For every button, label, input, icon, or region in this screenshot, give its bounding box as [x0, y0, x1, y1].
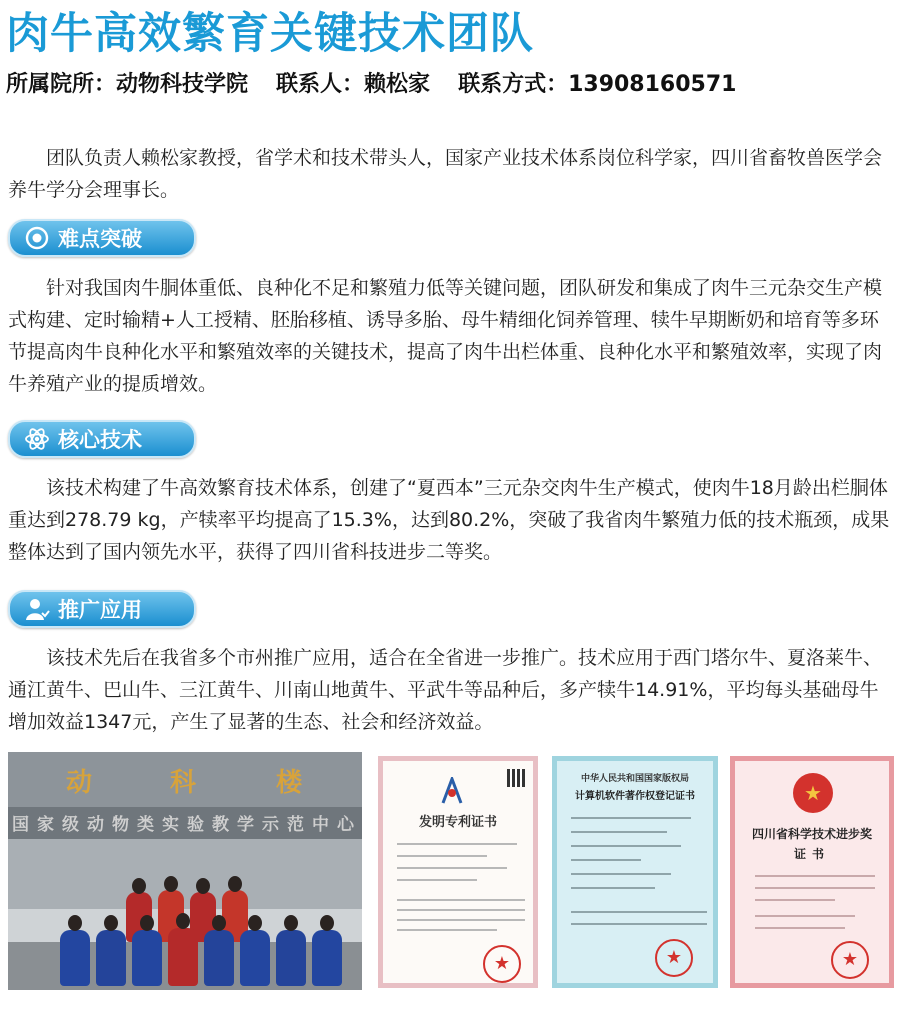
- award-certificate: [730, 756, 894, 988]
- section-heading-application: [8, 590, 196, 628]
- contact-info: [6, 70, 736, 100]
- red-seal-icon: [483, 945, 521, 983]
- national-emblem-icon: ★: [793, 773, 833, 813]
- section-heading-label: 推广应用: [58, 598, 142, 622]
- affiliation-value: 动物科技学院: [116, 72, 249, 97]
- affiliation-label: 所属院所：: [6, 72, 117, 97]
- target-icon: [24, 225, 50, 251]
- qr-code: [507, 769, 525, 787]
- building-sign-char: 楼: [276, 768, 303, 798]
- building-sign-char: 科: [170, 768, 197, 798]
- contact-value: 赖松家: [364, 72, 431, 97]
- building-banner: 国家级动物类实验教学示范中心: [12, 815, 362, 835]
- patent-certificate: [378, 756, 538, 988]
- section-heading-label: 核心技术: [58, 428, 142, 452]
- software-cert-title: 计算机软件著作权登记证书: [575, 791, 695, 802]
- phone-value: 13908160571: [568, 72, 737, 97]
- page-title: 肉牛高效繁育关键技术团队: [6, 9, 534, 59]
- red-seal-icon: [831, 941, 869, 979]
- section-text-application: 该技术先后在我省多个市州推广应用，适合在全省进一步推广。技术应用于西门塔尔牛、夏洛莱牛、通江黄牛、巴山牛、三江黄牛、川南山地黄牛、平武牛等品种后，多产犊牛14.91%，平均每头基础母牛增加效益1347元，产生了显著的生态、社会和经济效益。: [8, 647, 883, 733]
- photo-strip: [8, 752, 896, 992]
- person-icon: [24, 596, 50, 622]
- phone-label: 联系方式：: [458, 72, 569, 97]
- section-heading-difficulty: [8, 219, 196, 257]
- section-text-core-tech: 该技术构建了牛高效繁育技术体系，创建了“夏西本”三元杂交肉牛生产模式，使肉牛18月龄出栏胴体重达到278.79 kg，产犊率平均提高了15.3%，达到80.2%，突破了我省肉牛繁殖力低的技术瓶颈，成果整体达到了国内领先水平，获得了四川省科技进步二等奖。: [8, 477, 890, 563]
- patent-title: 发明专利证书: [418, 815, 497, 830]
- patent-logo-icon: [439, 777, 465, 805]
- software-copyright-certificate: [552, 756, 718, 988]
- contact-label: 联系人：: [276, 72, 365, 97]
- section-heading-label: 难点突破: [58, 227, 142, 251]
- building-sign-char: 动: [66, 768, 93, 798]
- software-cert-header: 中华人民共和国国家版权局: [580, 774, 689, 784]
- award-subtitle: 证书: [793, 847, 830, 861]
- atom-icon: [24, 426, 50, 452]
- section-heading-core-tech: [8, 420, 196, 458]
- team-photo: [8, 752, 362, 990]
- red-seal-icon: [655, 939, 693, 977]
- section-text-difficulty: 针对我国肉牛胴体重低、良种化不足和繁殖力低等关键问题，团队研发和集成了肉牛三元杂交生产模式构建、定时输精+人工授精、胚胎移植、诱导多胎、母牛精细化饲养管理、犊牛早期断奶和培育等多环节提高肉牛良种化水平和繁殖效率的关键技术，提高了肉牛出栏体重、良种化水平和繁殖效率，实现了肉牛养殖产业的提质增效。: [8, 277, 883, 395]
- intro-paragraph: 团队负责人赖松家教授，省学术和技术带头人，国家产业技术体系岗位科学家，四川省畜牧兽医学会养牛学分会理事长。: [8, 147, 883, 201]
- award-title: 四川省科学技术进步奖: [751, 827, 872, 841]
